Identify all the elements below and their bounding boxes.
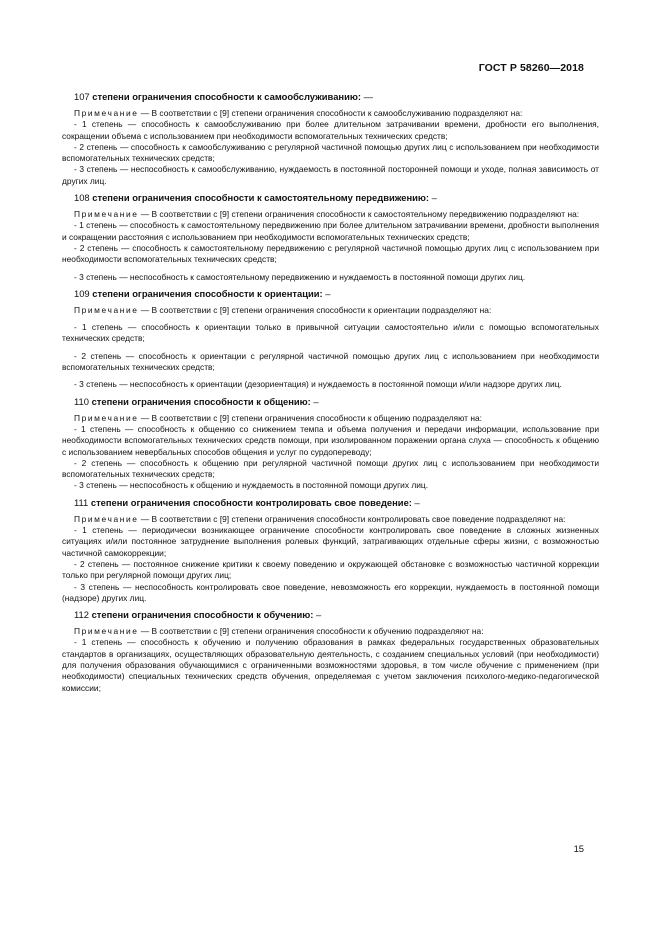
term-number: 110 bbox=[74, 395, 89, 407]
note bbox=[62, 209, 599, 220]
term-dash: – bbox=[316, 609, 322, 621]
page-number: 15 bbox=[573, 843, 584, 854]
document-header: ГОСТ Р 58260—2018 bbox=[478, 62, 584, 74]
section-111 bbox=[62, 497, 599, 604]
list-item: - 3 степень — неспособность к ориентации (дезориентация) и нуждаемость в постоянной помощи и/или надзоре других лиц. bbox=[74, 379, 562, 390]
term-heading bbox=[62, 396, 599, 408]
note-label: Примечание bbox=[74, 412, 139, 423]
list-item: - 1 степень — способность к общению со снижением темпа и объема получения и передачи информации, использование при необходимости вспомогательных технических средств помощи, при изолированном поражении органа слуха — способность к общению с использованием невербальных способов общения и услуг по сурдопереводу; bbox=[62, 423, 599, 457]
term-title: степени ограничения способности к общению: bbox=[91, 395, 311, 407]
note-text: — В соответствии с [9] степени ограничения способности к обучению подразделяют на: bbox=[138, 626, 484, 637]
list-item: - 3 степень — неспособность к общению и нуждаемость в постоянной помощи других лиц. bbox=[74, 480, 429, 491]
note-text: — В соответствии с [9] степени ограничения способности к самостоятельному передвижению подразделяют на: bbox=[138, 209, 580, 220]
term-dash: – bbox=[431, 192, 437, 204]
list-item: - 1 степень — периодически возникающее ограничение способности контролировать свое поведение в сложных жизненных ситуациях и/или постоянное затруднение выполнения ролевых функций, затрагивающих отдельные сферы жизни, с возможностью частичной самокоррекции; bbox=[62, 525, 599, 558]
term-title: степени ограничения способности контролировать свое поведение: bbox=[90, 496, 412, 508]
term-dash: – bbox=[313, 395, 319, 407]
note-label: Примечание bbox=[74, 513, 139, 524]
section-109 bbox=[62, 288, 599, 391]
term-heading bbox=[62, 497, 599, 509]
list-item: - 2 степень — способность к самообслуживанию с регулярной частичной помощью других лиц с использованием при необходимости вспомогательных технических средств; bbox=[62, 141, 599, 164]
list-item: - 1 степень — способность к обучению и получению образования в рамках федеральных государственных образовательных стандартов в организациях, осуществляющих образовательную деятельность, с созданием специальных условий (при необходимости) для получения образования обучающимися с ограниченными возможностями здоровья, в том числе обучение с применением (при необходимости) специальных технических средств обучения, определяемая с учетом заключения психолого-медико-педагогической комиссии; bbox=[62, 637, 599, 693]
list-item: - 2 степень — постоянное снижение критики к своему поведению и окружающей обстановке с возможностью частичной коррекции только при регулярной помощи других лиц; bbox=[62, 558, 599, 581]
term-title: степени ограничения способности к самостоятельному передвижению: bbox=[92, 192, 430, 204]
note bbox=[62, 413, 599, 424]
note-label: Примечание bbox=[74, 108, 139, 118]
note bbox=[62, 514, 599, 525]
note-text: — В соответствии с [9] степени ограничения способности к ориентации подразделяют на: bbox=[138, 304, 492, 315]
term-heading bbox=[62, 192, 599, 204]
list-item: - 2 степень — способность к самостоятельному передвижению с регулярной частичной помощью других лиц с использованием при необходимости вспомогательных технических средств; bbox=[62, 242, 599, 265]
note bbox=[62, 626, 599, 637]
list-item: - 3 степень — неспособность к самостоятельному передвижению и нуждаемость в постоянной помощи других лиц. bbox=[74, 271, 526, 282]
note-text: — В соответствии с [9] степени ограничения способности к общению подразделяют на: bbox=[138, 412, 482, 423]
note-text: — В соответствии с [9] степени ограничения способности к самообслуживанию подразделяют на: bbox=[138, 108, 523, 118]
term-number: 112 bbox=[74, 609, 89, 621]
section-108 bbox=[62, 192, 599, 283]
list-item: - 1 степень — способность к ориентации только в привычной ситуации самостоятельно и/или с помощью вспомогательных технических средств; bbox=[62, 322, 599, 344]
note bbox=[62, 108, 599, 119]
term-heading bbox=[62, 288, 599, 300]
list-item: - 2 степень — способность к ориентации с регулярной частичной помощью других лиц с использованием при необходимости вспомогательных технических средств; bbox=[62, 350, 599, 373]
note-label: Примечание bbox=[74, 626, 139, 637]
term-heading bbox=[62, 609, 599, 621]
term-number: 111 bbox=[74, 496, 89, 508]
list-item: - 1 степень — способность к самообслуживанию при более длительном затрачивании времени, дробности его выполнения, сокращении объема с использованием при необходимости вспомогательных технических средств; bbox=[62, 119, 599, 141]
note-label: Примечание bbox=[74, 304, 139, 315]
list-item: - 1 степень — способность к самостоятельному передвижению при более длительном затрачивании времени, дробности выполнения и сокращении расстояния с использованием при необходимости вспомогательных технических средств; bbox=[62, 220, 599, 242]
note-label: Примечание bbox=[74, 209, 139, 220]
term-heading bbox=[62, 91, 599, 103]
term-number: 108 bbox=[74, 192, 90, 204]
list-item: - 2 степень — способность к общению при регулярной частичной помощи других лиц с использованием при необходимости вспомогательных технических средств; bbox=[62, 457, 599, 480]
section-110 bbox=[62, 396, 599, 492]
list-item: - 3 степень — неспособность контролировать свое поведение, невозможность его коррекции, нуждаемость в постоянной помощи (надзоре) других лиц. bbox=[62, 581, 599, 603]
list-item: - 3 степень — неспособность к самообслуживанию, нуждаемость в постоянной посторонней помощи и уходе, полная зависимость от других лиц. bbox=[62, 164, 599, 186]
note bbox=[62, 305, 599, 316]
term-title: степени ограничения способности к обучению: bbox=[91, 609, 314, 621]
term-title: степени ограничения способности к ориентации: bbox=[92, 287, 323, 299]
section-112 bbox=[62, 609, 599, 694]
term-title: степени ограничения способности к самообслуживанию: bbox=[92, 91, 361, 102]
term-dash: — bbox=[363, 91, 373, 102]
document-body bbox=[62, 91, 599, 699]
section-107 bbox=[62, 91, 599, 187]
term-number: 109 bbox=[74, 287, 90, 299]
note-text: — В соответствии с [9] степени ограничения способности контролировать свое поведение подразделяют на: bbox=[138, 513, 566, 524]
term-dash: – bbox=[325, 287, 331, 299]
term-number: 107 bbox=[74, 91, 90, 102]
term-dash: – bbox=[414, 496, 420, 508]
